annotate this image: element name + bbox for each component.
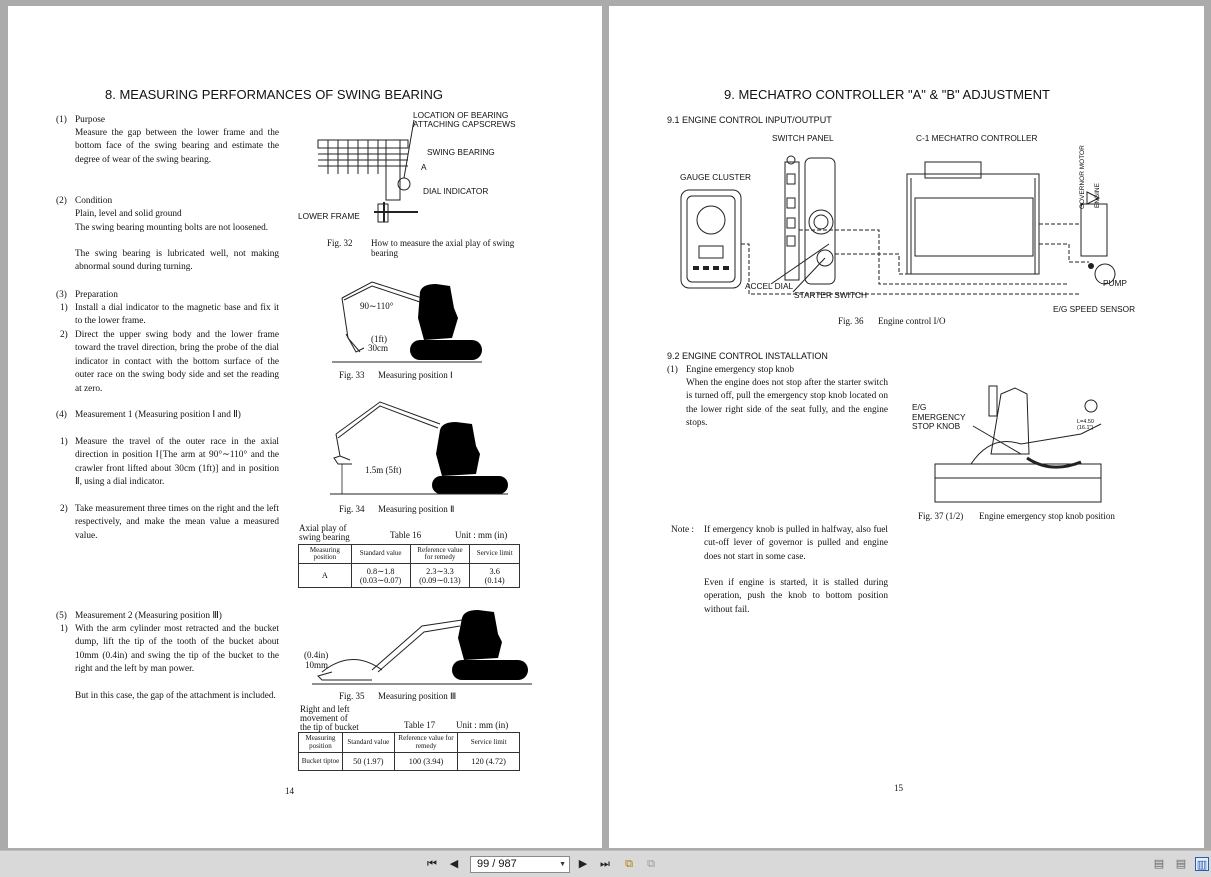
dimension-line: L=4.50 (1077, 419, 1094, 425)
value: 2.3∼3.3 (426, 566, 454, 576)
meas1-item-num: 2) (60, 504, 68, 514)
meas1-item-text: Measure the travel of the outer race in the axial direction in position Ⅰ[The arm at 90°∼110° and the crawler front lifted about 30cm (1ft)] and in position Ⅱ, using a dial indicator. (75, 437, 279, 488)
swing-bearing-diagram (308, 114, 418, 224)
section-heading: 8. MEASURING PERFORMANCES OF SWING BEARING (105, 87, 444, 102)
emergency-stop-knob-diagram (931, 374, 1105, 504)
rotate-icon[interactable]: ⧉ (625, 857, 633, 870)
purpose-title: Purpose (75, 115, 105, 125)
engine-control-io-diagram (679, 144, 1119, 304)
cell-reference: 100 (3.94) (394, 753, 458, 771)
meas1-item-num: 1) (60, 437, 68, 447)
meas2-item-text: But in this case, the gap of the attachment is included. (75, 691, 276, 701)
knob-dimension (1077, 419, 1094, 431)
value: 0.8∼1.8 (366, 566, 395, 576)
table16-unit: Unit : mm (in) (455, 530, 508, 540)
purpose-num: (1) (56, 115, 67, 125)
label-dial-indicator: DIAL INDICATOR (423, 186, 489, 196)
table16-title (299, 524, 350, 542)
fig32-number: Fig. 32 (327, 238, 353, 248)
label-switch-panel: SWITCH PANEL (772, 133, 834, 143)
item1-body: When the engine does not stop after the starter switch is turned off, pull the emergency stop knob located on the lower right side of the seat fully, and the engine stops. (686, 378, 888, 429)
fig37-caption: Engine emergency stop knob position (979, 511, 1115, 521)
label-lower-frame: LOWER FRAME (298, 211, 360, 221)
fig35-number: Fig. 35 (339, 691, 365, 701)
fig33-caption: Measuring position Ⅰ (378, 370, 453, 380)
purpose-body: Measure the gap between the lower frame and the bottom face of the swing bearing and estimate the degree of wear of the swing bearing. (75, 128, 279, 165)
preparation-num: (3) (56, 290, 67, 300)
cell-position: A (299, 564, 352, 588)
label-a: A (421, 162, 427, 172)
item1-num: (1) (667, 365, 678, 375)
page-number: 14 (285, 786, 294, 796)
label-line: EMERGENCY (912, 411, 966, 422)
header-cell: Reference value for remedy (410, 545, 470, 564)
preparation-title: Preparation (75, 290, 118, 300)
excavator-position-2-diagram (330, 394, 508, 494)
header-cell: Measuring position (299, 545, 352, 564)
fig36-number: Fig. 36 (838, 316, 864, 326)
dimension-line: (16.1") (1077, 425, 1094, 431)
fig32-caption: How to measure the axial play of swing bearing (371, 238, 515, 258)
subsection-9-1: 9.1 ENGINE CONTROL INPUT/OUTPUT (667, 115, 832, 125)
header-cell: Service limit (458, 733, 520, 753)
condition-line-2: The swing bearing mounting bolts are not loosened. (75, 223, 269, 233)
prev-page-icon[interactable]: ◀ (449, 857, 459, 870)
header-cell: Measuring position (299, 733, 343, 753)
condition-title: Condition (75, 196, 113, 206)
measurement2-title: Measurement 2 (Measuring position Ⅲ) (75, 611, 222, 621)
meas2-item-text: With the arm cylinder most retracted and the bucket dump, lift the tip of the tooth of the bucket about 10mm (0.4in) and swing the tip of the bucket to the right and the left by man power. (75, 624, 279, 675)
header-cell: Service limit (470, 545, 520, 564)
table16-title-line: swing bearing (299, 532, 350, 542)
prep-item-text: Install a dial indicator to the magnetic base and fix it to the lower frame. (75, 303, 279, 327)
label-pump: PUMP (1103, 278, 1127, 288)
page-number: 15 (894, 783, 903, 793)
fig34-caption: Measuring position Ⅱ (378, 504, 455, 514)
page-number-input[interactable] (470, 856, 570, 873)
meas2-item-num: 1) (60, 624, 68, 634)
table16 (298, 544, 520, 588)
continuous-icon[interactable]: ▤ (1175, 857, 1187, 870)
condition-line-1: Plain, level and solid ground (75, 209, 182, 219)
cell-standard (351, 564, 410, 588)
table17-title-line: Right and left (300, 704, 350, 714)
document-page-14 (8, 6, 602, 848)
gap-mm-label: 10mm (305, 660, 329, 670)
prep-item-text: Direct the upper swing body and the lower frame toward the travel direction, bring the probe of the dial indicator in contact with the bottom surface of the outer race on the swing body side and set the reading at zero. (75, 330, 279, 394)
label-line: E/G (912, 402, 927, 412)
angle-label: 90∼110° (360, 301, 394, 311)
table-row (299, 564, 520, 588)
measurement1-num: (4) (56, 410, 67, 420)
label-line: STOP KNOB (912, 421, 961, 431)
label-starter-switch: STARTER SWITCH (794, 290, 867, 300)
lift-ft-label: (1ft) (371, 334, 387, 344)
header-cell: Reference value for remedy (394, 733, 458, 753)
header-cell: Standard value (342, 733, 394, 753)
page-number-value: 99 / 987 (477, 858, 517, 870)
cell-reference (410, 564, 470, 588)
table17-title-line: the tip of bucket (300, 722, 359, 732)
value-in: (0.03∼0.07) (359, 575, 402, 585)
condition-num: (2) (56, 196, 67, 206)
next-page-icon[interactable]: ▶ (578, 857, 588, 870)
note-label: Note : (671, 525, 694, 535)
table17-unit: Unit : mm (in) (456, 720, 509, 730)
fig36-caption: Engine control I/O (878, 316, 946, 326)
label-location: LOCATION OF BEARING (413, 110, 509, 120)
excavator-position-3-diagram (312, 608, 528, 684)
label-governor-motor: GOVERNOR MOTOR (1079, 145, 1086, 209)
measurement1-title: Measurement 1 (Measuring position Ⅰ and Ⅱ) (75, 410, 241, 420)
height-label: 1.5m (5ft) (365, 465, 402, 475)
cell-limit (470, 564, 520, 588)
label-accel-dial: ACCEL DIAL (745, 281, 794, 291)
fig37-number: Fig. 37 (1/2) (918, 511, 964, 521)
table-row (299, 753, 520, 771)
value: 3.6 (489, 566, 500, 576)
section-heading: 9. MECHATRO CONTROLLER "A" & "B" ADJUSTMENT (724, 87, 1050, 102)
table-header-row (299, 545, 520, 564)
gap-in-label: (0.4in) (304, 650, 329, 660)
single-page-icon[interactable]: ▤ (1153, 857, 1165, 870)
table-header-row (299, 733, 520, 753)
label-engine: ENGINE (1094, 183, 1101, 208)
measurement2-num: (5) (56, 611, 67, 621)
table17-title (300, 705, 359, 732)
lift-cm-label: 30cm (368, 343, 388, 353)
viewer-toolbar (0, 850, 1211, 877)
note-body-1: If emergency knob is pulled in halfway, also fuel cut-off lever of governor is pulled and engine does not start in some case. (704, 525, 888, 562)
cell-standard: 50 (1.97) (342, 753, 394, 771)
subsection-9-2: 9.2 ENGINE CONTROL INSTALLATION (667, 351, 828, 361)
meas1-item-text: Take measurement three times on the right and the left respectively, and make the mean value a measured value. (75, 504, 279, 541)
document-page-15 (609, 6, 1204, 848)
table17-title-line: movement of (300, 713, 348, 723)
label-swing-bearing: SWING BEARING (427, 147, 495, 157)
value-in: (0.14) (484, 575, 505, 585)
value-in: (0.09∼0.13) (419, 575, 461, 585)
table17-name: Table 17 (404, 720, 436, 730)
table16-name: Table 16 (390, 530, 422, 540)
fig35-caption: Measuring position Ⅲ (378, 691, 457, 701)
prep-item-num: 1) (60, 303, 68, 313)
two-page-icon[interactable]: ▥ (1196, 858, 1208, 871)
label-attaching: ATTACHING CAPSCREWS (413, 119, 516, 129)
label-gauge-cluster: GAUGE CLUSTER (680, 172, 751, 182)
fig34-number: Fig. 34 (339, 504, 365, 514)
item1-title: Engine emergency stop knob (686, 365, 795, 375)
cell-position: Bucket tiptoe (299, 753, 343, 771)
last-page-icon[interactable]: ⏭ (600, 857, 610, 870)
table16-title-line: Axial play of (299, 523, 347, 533)
condition-line-3: The swing bearing is lubricated well, not making abnormal sound during turning. (75, 249, 279, 273)
label-controller: C-1 MECHATRO CONTROLLER (916, 133, 1038, 143)
fig33-number: Fig. 33 (339, 370, 365, 380)
label-eg-speed-sensor: E/G SPEED SENSOR (1053, 304, 1136, 314)
cell-limit: 120 (4.72) (458, 753, 520, 771)
prep-item-num: 2) (60, 330, 68, 340)
first-page-icon[interactable]: ⏮ (427, 857, 437, 870)
excavator-position-1-diagram (332, 278, 482, 362)
table17 (298, 732, 520, 771)
header-cell: Standard value (351, 545, 410, 564)
fit-icon[interactable]: ⧉ (647, 857, 655, 870)
chevron-down-icon[interactable]: ▼ (559, 861, 566, 868)
note-body-2: Even if engine is started, it is stalled during operation, push the knob to bottom position without fail. (704, 578, 888, 615)
